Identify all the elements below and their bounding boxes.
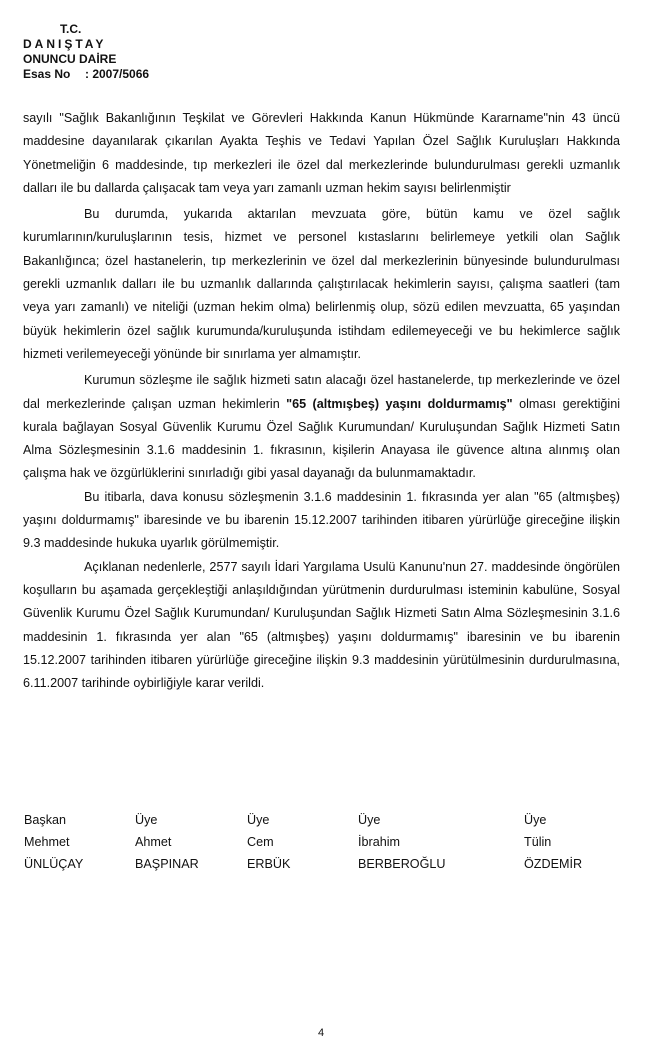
paragraph-4: Bu itibarla, dava konusu sözleşmenin 3.1.6 maddesinin 1. fıkrasında yer alan "65 (altmışbeş) yaşını doldurmamış" ibaresinde ve bu ibarenin 15.12.2007 tarihinden itibaren yürürlüğe gireceğine ilişkin 9.3 maddesinde hukuka uyarlık görülmemiştir. bbox=[23, 489, 620, 551]
case-number-value: : 2007/5066 bbox=[85, 67, 150, 81]
signature-block bbox=[24, 812, 624, 873]
paragraph-3-bold-quote: "65 (altmışbeş) yaşını doldurmamış" bbox=[286, 396, 513, 411]
court-name: DANIŞTAY bbox=[23, 37, 107, 51]
republic-abbreviation: T.C. bbox=[60, 22, 82, 36]
signature-last-name: BERBEROĞLU bbox=[358, 857, 446, 871]
page-number: 4 bbox=[318, 1027, 325, 1039]
document-body bbox=[23, 107, 620, 695]
chamber-name: ONUNCU DAİRE bbox=[23, 52, 117, 66]
signature-last-name: ÜNLÜÇAY bbox=[24, 857, 84, 871]
paragraph-2: Bu durumda, yukarıda aktarılan mevzuata göre, bütün kamu ve özel sağlık kurumlarının/kuruluşlarının tesis, hizmet ve personel kıstaslarını belirlemeye yetkili olan Sağlık Bakanlığınca; özel hastanelerin, tıp merkezlerinin ve özel dal merkezlerinin bünyesinde bulundurulması gerekli uzmanlık dalları ile bu uzmanlık dallarında çalıştırılacak hekimlerin sayısı, çalışma saatleri (tam veya yarı zamanlı) ve niteliği (uzman hekim olma) belirlenmiş olup, sözü edilen mevzuatta, 65 yaşından büyük hekimlerin özel sağlık kurumunda/kuruluşunda istihdam edilemeyeceği ve bu hekimlerce sağlık hizmeti verilemeyeceği yönünde bir sınırlama yer almamıştır. bbox=[23, 207, 620, 361]
signature-role: Üye bbox=[358, 813, 381, 827]
paragraph-3-text-a: Kurumun sözleşme ile sağlık hizmeti satın alacağı özel hastanelerde, tıp merkezlerinde ve özel dal merkezlerinde çalışan uzman hekimlerin bbox=[23, 373, 620, 411]
signature-first-name: Ahmet bbox=[135, 835, 172, 849]
paragraph-5: Açıklanan nedenlerle, 2577 sayılı İdari Yargılama Usulü Kanunu'nun 27. maddesinde öngörülen koşulların bu aşamada gerçekleştiği anlaşıldığından yürütmenin durdurulması isteminin kabulüne, Sosyal Güvenlik Kurumu Özel Sağlık Kurumundan/ Kuruluşundan Sağlık Hizmeti Satın Alma Sözleşmesinin 3.1.6 maddesinin 1. fıkrasında yer alan "65 (altmışbeş) yaşını doldurmamış" ibaresinin ve bu ibarenin 15.12.2007 tarihinden itibaren yürürlüğe gireceğine ilişkin 9.3 maddesinin yürütülmesinin durdurulmasına, 6.11.2007 tarihinde oybirliğiyle karar verildi. bbox=[23, 559, 620, 691]
signature-first-name: Cem bbox=[247, 835, 274, 849]
paragraph-3 bbox=[23, 369, 620, 485]
case-number bbox=[23, 67, 149, 82]
document-header bbox=[23, 22, 149, 82]
signature-last-name: BAŞPINAR bbox=[135, 857, 199, 871]
paragraph-1: sayılı "Sağlık Bakanlığının Teşkilat ve Görevleri Hakkında Kanun Hükmünde Kararname"nin 43 üncü maddesine dayanılarak çıkarılan Ayakta Teşhis ve Tedavi Yapılan Özel Sağlık Kuruluşları Hakkında Yönetmeliğin 6 maddesinde, tıp merkezleri ile özel dal merkezlerinde bulundurulması gerekli uzmanlık dalları ile bu dallarda çalışacak tam veya yarı zamanlı uzman hekim sayısı belirlenmiştir bbox=[23, 111, 620, 195]
paragraph-3-text-c: olması gerektiğini kurala bağlayan Sosyal Güvenlik Kurumu Özel Sağlık Kurumundan/ Kuruluşundan Sağlık Hizmeti Satın Alma Sözleşmesinin 3.1.6 maddesinin 1. fıkrasının, kişilerin Anayasa ile güvence altına alınmış olan çalışma hak ve özgürlüklerini sınırladığı gibi yasal dayanağı da bulunmamaktadır. bbox=[23, 396, 620, 481]
signature-last-name: ERBÜK bbox=[247, 857, 291, 871]
signature-first-name: Tülin bbox=[524, 835, 552, 849]
signature-first-name: Mehmet bbox=[24, 835, 70, 849]
signature-role: Üye bbox=[247, 813, 270, 827]
signature-first-name: İbrahim bbox=[358, 835, 400, 849]
signature-role: Üye bbox=[135, 813, 158, 827]
signature-last-name: ÖZDEMİR bbox=[524, 857, 583, 871]
signature-role: Başkan bbox=[24, 813, 67, 827]
signature-role: Üye bbox=[524, 813, 547, 827]
case-number-label: Esas No bbox=[23, 67, 71, 81]
